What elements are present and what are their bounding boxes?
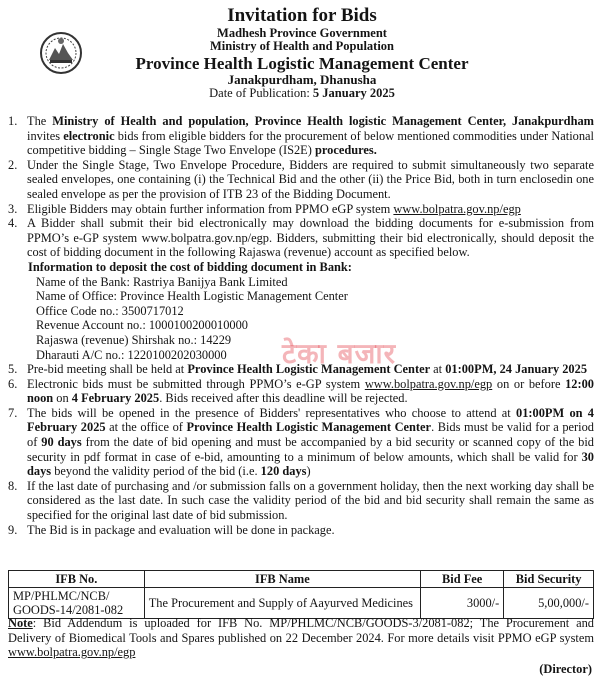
bid-security-cell: 5,00,000/-: [504, 588, 594, 619]
bank-revenue-account: Revenue Account no.: 1000100200010000: [36, 318, 248, 333]
publication-date: Date of Publication: 5 January 2025: [209, 85, 395, 100]
ifb-no-cell: MP/PHLMC/NCB/ GOODS-14/2081-082: [9, 588, 145, 619]
table-header-row: [9, 571, 594, 588]
bank-office-name: Name of Office: Province Health Logistic Management Center: [36, 289, 348, 304]
col-ifb-no: IFB No.: [9, 571, 145, 588]
clause-5: 5. Pre-bid meeting shall be held at Province Health Logistic Management Center at 01:00PM, 24 January 2025: [8, 362, 588, 377]
egp-link[interactable]: www.bolpatra.gov.np/egp: [393, 201, 521, 216]
notice-title: Invitation for Bids: [227, 5, 377, 26]
clause-6: 6. Electronic bids must be submitted through PPMO’s e-GP system www.bolpatra.gov.np/egp on or before 12:00 noon on 4 February 2025. Bids received after this deadline will be rejected.: [8, 376, 595, 406]
bank-info-heading: Information to deposit the cost of bidding document in Bank:: [28, 259, 352, 274]
watermark: टेका बजार: [282, 337, 397, 370]
note-label: Note: [8, 616, 33, 630]
clause-9: 9. The Bid is in package and evaluation will be done in package.: [8, 522, 335, 537]
clause-7: 7. The bids will be opened in the presence of Bidders' representatives who choose to attend at 01:00PM on 4 February 2025 at the office of Province Health Logistic Management Center. Bids must be valid for a period of 90 days from the date of bid opening and must be accompanied by a bid security or scanned copy of the bid security in pdf format in case of e-bid, amounting to a minimum of below amounts, which shall be valid for 30 days beyond the validity period of the bid (i.e. 120 days): [8, 405, 595, 479]
ifb-table: [8, 570, 594, 619]
office-location: Janakpurdham, Dhanusha: [227, 71, 377, 87]
office-name: Province Health Logistic Management Center: [135, 53, 469, 73]
clause-list: [8, 114, 594, 537]
egp-link[interactable]: www.bolpatra.gov.np/egp: [8, 645, 136, 660]
clause-2: 2. Under the Single Stage, Two Envelope Procedure, Bidders are required to submit simultaneously two separate sealed envelopes, one containing (i) the Technical Bid and the other (ii) the Price Bid, both in turn enclosedin one sealed envelope as per the provision of ITB 23 of the Bidding Document.: [8, 157, 594, 201]
notice-header: [0, 6, 604, 100]
ministry-name: Ministry of Health and Population: [209, 39, 395, 54]
bank-dharauti-account: Dharauti A/C no.: 1220100202030000: [36, 347, 227, 362]
col-bid-security: Bid Security: [504, 571, 594, 588]
bank-office-code: Office Code no.: 3500717012: [36, 303, 184, 318]
table-row: [9, 588, 594, 619]
bid-fee-cell: 3000/-: [421, 588, 504, 619]
clause-1: 1. The Ministry of Health and population, Province Health logistic Management Center, Janakpurdham invites electronic bids from eligible bidders for the procurement of below mentioned commodities under National competitive bidding – Single Stage Two Envelope (IS2E) procedures.: [8, 114, 594, 158]
addendum-note: Note: Bid Addendum is uploaded for IFB No. MP/PHLMC/NCB/GOODS-3/2081-082; The Procurement and Delivery of Biomedical Tools and Spares published on 22 December 2024. For more details visit PPMO eGP system www.bolpatra.gov.np/egp: [8, 616, 594, 660]
government-name: Madhesh Province Government: [217, 25, 387, 40]
col-bid-fee: Bid Fee: [421, 571, 504, 588]
ifb-name-cell: The Procurement and Supply of Aayurved Medicines: [144, 588, 420, 619]
egp-link[interactable]: www.bolpatra.gov.np/egp: [364, 376, 493, 391]
signature: (Director): [539, 662, 592, 676]
clause-3: 3. Eligible Bidders may obtain further information from PPMO eGP system www.bolpatra.gov.np/egp: [8, 201, 521, 216]
clause-4: 4. A Bidder shall submit their bid electronically may download the bidding documents for e-submission from PPMO’s e-GP system www.bolpatra.gov.np/egp. Bidders, submitting their bid electronically, should deposit the cost of bidding document in the following Rajaswa (revenue) account as specified below.: [8, 216, 594, 260]
bank-rajaswa-shirshak: Rajaswa (revenue) Shirshak no.: 14229: [36, 332, 232, 347]
clause-8: 8. If the last date of purchasing and /or submission falls on a government holiday, then the next working day shall be considered as the last date. In such case the validity period of the bid and bid security shall remain the same as specified for the original last date of bid submission.: [8, 478, 594, 523]
col-ifb-name: IFB Name: [144, 571, 420, 588]
bank-name: Name of the Bank: Rastriya Banijya Bank Limited: [36, 274, 288, 289]
